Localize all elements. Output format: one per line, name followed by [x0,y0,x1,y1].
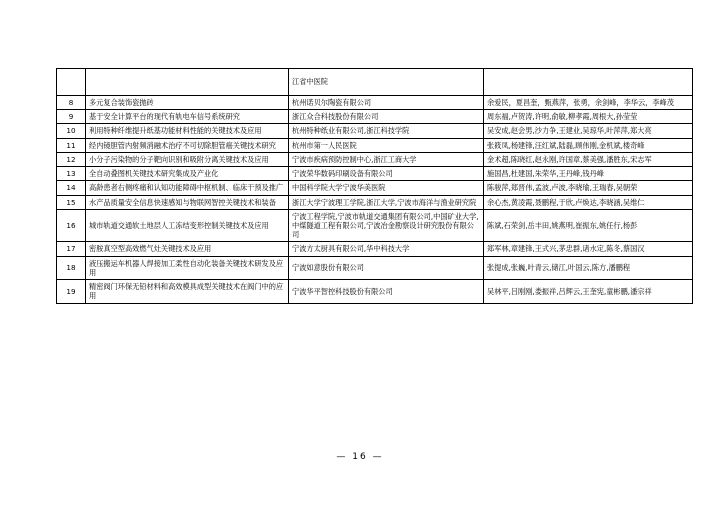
row-project-name: 城市轨道交通软土地层人工冻结变形控制关键技术及应用 [86,209,289,242]
row-people: 张筱凤,杨建锋,汪红斌,陆磊,顾伟刚,金机斌,楼奇峰 [484,138,693,152]
row-organization: 中国科学院大学宁波华美医院 [289,181,484,195]
row-people: 陈斌,石荣剑,岳丰田,姚燕明,崔振东,姚任行,杨彭 [484,209,693,242]
row-number: 19 [57,280,86,303]
table-row [57,280,693,303]
table-row [57,138,693,152]
row-people: 周东福,卢贺涛,许明,俞敏,柳孝霞,周根大,孙莹莹 [484,110,693,124]
row-number: 18 [57,256,86,279]
table-row [57,195,693,209]
row-number: 13 [57,167,86,181]
row-people: 张提成,张巍,叶青云,储江,叶国云,陈方,潘鹏程 [484,256,693,279]
row-number: 9 [57,110,86,124]
row-project-name: 多元复合装饰瓷抛砖 [86,96,289,110]
row-project-name: 基于安全计算平台的现代有轨电车信号系统研究 [86,110,289,124]
row-organization: 杭州特种纸业有限公司,浙江科技学院 [289,124,484,138]
row-number: 15 [57,195,86,209]
table-row [57,181,693,195]
table-row [57,152,693,166]
row-organization: 江省中医院 [289,69,484,96]
row-project-name: 高龄患者右侧疼痛和认知功能障碍中枢机制、临床干预及推广 [86,181,289,195]
row-people: 金术超,陈晓红,赵永刚,许国章,蔡美强,潘胜东,宋志军 [484,152,693,166]
table-row [57,167,693,181]
row-people: 吴安成,赵会男,沙力争,王建业,吴琼华,叶萍萍,郑大亮 [484,124,693,138]
row-number: 14 [57,181,86,195]
table-row [57,96,693,110]
row-number: 11 [57,138,86,152]
row-project-name: 液压搬运车机器人焊接加工柔性自动化装备关键技术研发及应用 [86,256,289,279]
table-body [57,69,693,304]
row-organization: 宁波如意股份有限公司 [289,256,484,279]
table-row [57,209,693,242]
awards-table [56,68,693,304]
row-project-name: 利用特种纤维提升纸基功能材料性能的关键技术及应用 [86,124,289,138]
row-project-name: 水产品质量安全信息快速感知与物联网智控关键技术和装备 [86,195,289,209]
row-project-name: 小分子污染物的分子靶向识别和吸附分离关键技术及应用 [86,152,289,166]
table-row [57,110,693,124]
row-organization: 宁波华平智控科技股份有限公司 [289,280,484,303]
row-number: 10 [57,124,86,138]
row-organization: 浙江众合科技股份有限公司 [289,110,484,124]
row-number: 16 [57,209,86,242]
table-row [57,242,693,256]
row-organization: 宁波工程学院,宁波市轨道交通集团有限公司,中国矿业大学,中煤隧道工程有限公司,宁波冶金勘察设计研究股份有限公司 [289,209,484,242]
page-number: — 16 — [336,452,384,462]
row-people: 吴林平,吕刚刚,娄振祥,吕辉云,王奎宪,童彬鹏,潘宗祥 [484,280,693,303]
row-organization: 宁波荣华数码印刷设备有限公司 [289,167,484,181]
row-project-name [86,69,289,96]
row-number [57,69,86,96]
row-people: 郑军林,章建锋,王式兴,茅忠群,诸水定,陈冬,蔡国汉 [484,242,693,256]
row-number: 8 [57,96,86,110]
row-people: 余心杰,黄凌霞,聂鹏程,于欣,卢焕达,李晓涵,吴维仁 [484,195,693,209]
row-people: 陈骏萍,郑晋伟,孟波,卢波,李晓瑜,王瑞春,吴朝荣 [484,181,693,195]
row-people: 余爱民，夏昌奎，甄燕萍，张勇，余剑峰，李华云，李峰茂 [484,96,693,110]
row-organization: 宁波方太厨具有限公司,华中科技大学 [289,242,484,256]
row-project-name: 经内镜胆管内射频消融术治疗不可切除胆管癌关键技术研究 [86,138,289,152]
row-number: 12 [57,152,86,166]
row-project-name: 密胺真空型高效燃气灶关键技术及应用 [86,242,289,256]
table-row [57,69,693,96]
row-organization: 杭州诺贝尔陶瓷有限公司 [289,96,484,110]
row-number: 17 [57,242,86,256]
row-people [484,69,693,96]
row-organization: 杭州市第一人民医院 [289,138,484,152]
row-people: 施国昌,杜建国,朱荣华,王丹峰,钱丹峰 [484,167,693,181]
row-project-name: 精密阀门环保无铅材料和高效模具成型关键技术在阀门中的应用 [86,280,289,303]
table-row [57,124,693,138]
row-project-name: 全自动叠图机关键技术研究集成及产业化 [86,167,289,181]
row-organization: 浙江大学宁波理工学院,浙江大学,宁波市海洋与渔业研究院 [289,195,484,209]
row-organization: 宁波市疾病预防控制中心,浙江工商大学 [289,152,484,166]
table-row [57,256,693,279]
